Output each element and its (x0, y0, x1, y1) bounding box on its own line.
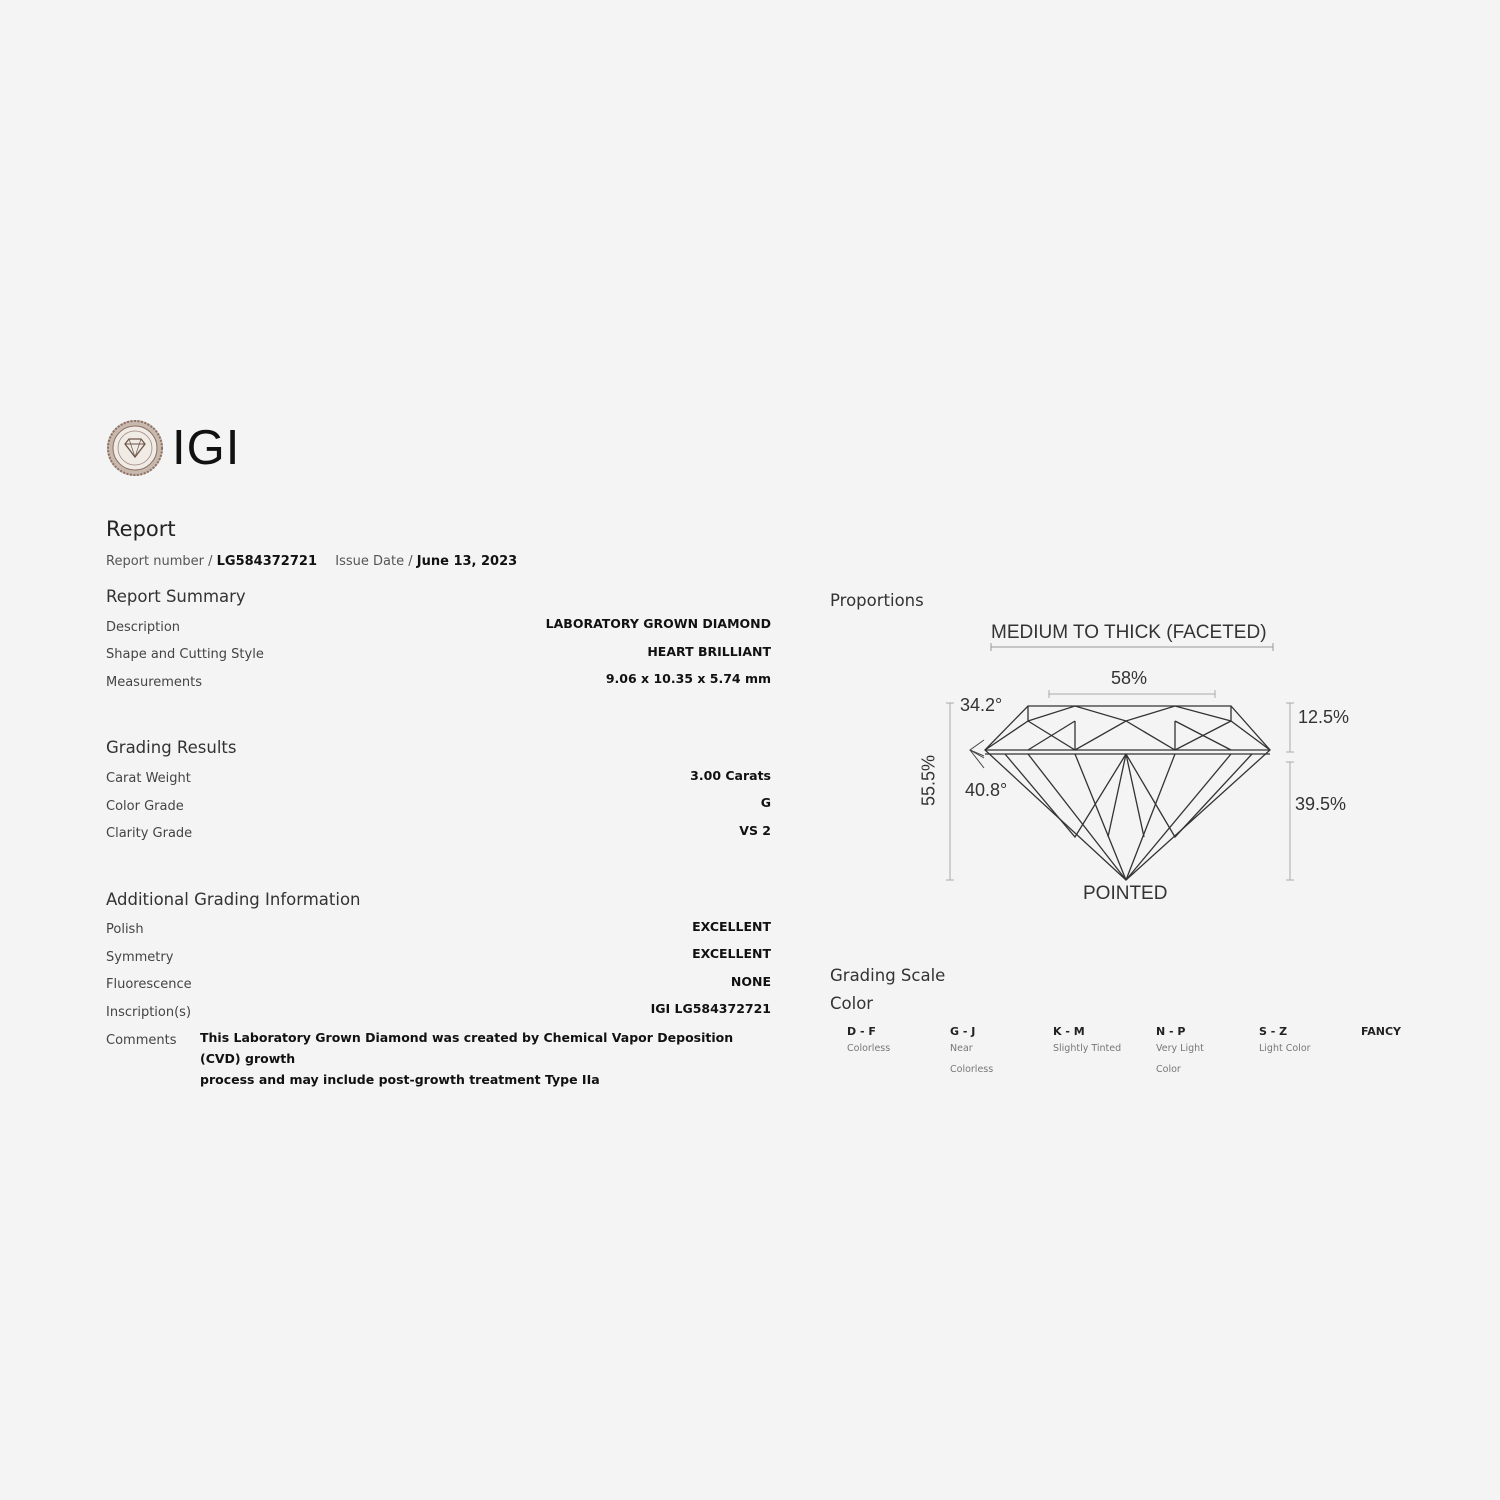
scale-desc: Colorless (950, 1064, 994, 1075)
crown-height: 12.5% (1298, 707, 1350, 727)
additional-label: Fluorescence (106, 977, 192, 992)
scale-code: FANCY (1361, 1025, 1402, 1038)
scale-code: S - Z (1259, 1025, 1288, 1038)
report-number: LG584372721 (216, 554, 317, 569)
scale-desc: Near (950, 1043, 973, 1054)
comments-label: Comments (106, 1033, 177, 1048)
comments-text (200, 1027, 770, 1090)
additional-title: Additional Grading Information (106, 890, 361, 909)
comments-line: process and may include post-growth treatment Type IIa (200, 1072, 600, 1087)
additional-label: Symmetry (106, 950, 174, 965)
summary-value: LABORATORY GROWN DIAMOND (545, 616, 771, 631)
igi-logo (106, 418, 240, 478)
scale-item (1053, 1025, 1121, 1059)
grading-label: Color Grade (106, 799, 184, 814)
pavilion-depth: 39.5% (1295, 794, 1347, 814)
report-number-label: Report number / (106, 554, 213, 569)
scale-desc: Slightly Tinted (1053, 1043, 1122, 1054)
scale-item (1259, 1025, 1311, 1059)
scale-code: K - M (1053, 1025, 1085, 1038)
table-percent: 58% (1111, 668, 1148, 688)
girdle-label: MEDIUM TO THICK (FACETED) (991, 622, 1267, 643)
report-meta (106, 554, 517, 569)
crown-angle: 34.2° (960, 695, 1003, 715)
grading-value: VS 2 (739, 823, 771, 838)
scale-desc: Colorless (847, 1043, 891, 1054)
scale-title: Grading Scale (830, 966, 946, 985)
scale-subtitle: Color (830, 994, 874, 1013)
additional-value: IGI LG584372721 (650, 1001, 771, 1016)
issue-date-label: Issue Date / (335, 554, 413, 569)
scale-code: G - J (950, 1025, 976, 1038)
summary-label: Shape and Cutting Style (106, 647, 264, 662)
additional-value: EXCELLENT (692, 919, 771, 934)
scale-desc: Color (1156, 1064, 1181, 1075)
proportions-title: Proportions (830, 591, 924, 610)
scale-item (1361, 1025, 1401, 1038)
summary-label: Measurements (106, 675, 203, 690)
comments-line: This Laboratory Grown Diamond was created by Chemical Vapor Deposition (CVD) growth (200, 1030, 734, 1066)
proportions-diagram (900, 615, 1380, 915)
scale-item (1156, 1025, 1204, 1080)
report-title: Report (106, 517, 176, 541)
grading-value: 3.00 Carats (690, 768, 771, 783)
scale-item (950, 1025, 993, 1080)
grading-label: Clarity Grade (106, 826, 193, 841)
additional-value: EXCELLENT (692, 946, 771, 961)
summary-title: Report Summary (106, 587, 246, 606)
summary-value: HEART BRILLIANT (647, 644, 771, 659)
summary-label: Description (106, 620, 181, 635)
grading-title: Grading Results (106, 738, 237, 757)
scale-code: D - F (847, 1025, 876, 1038)
culet-label: POINTED (1083, 883, 1168, 904)
brand-name: IGI (172, 420, 241, 475)
scale-desc: Very Light (1156, 1043, 1204, 1054)
additional-label: Inscription(s) (106, 1005, 192, 1020)
igi-seal-icon (106, 419, 164, 477)
additional-label: Polish (106, 922, 144, 937)
grading-value: G (760, 795, 771, 810)
total-depth: 55.5% (918, 754, 939, 807)
scale-desc: Light Color (1259, 1043, 1311, 1054)
summary-value: 9.06 x 10.35 x 5.74 mm (605, 671, 771, 686)
grading-label: Carat Weight (106, 771, 191, 786)
scale-item (847, 1025, 890, 1059)
scale-code: N - P (1156, 1025, 1186, 1038)
pavilion-angle: 40.8° (965, 780, 1008, 800)
issue-date: June 13, 2023 (416, 554, 518, 569)
additional-value: NONE (730, 974, 771, 989)
